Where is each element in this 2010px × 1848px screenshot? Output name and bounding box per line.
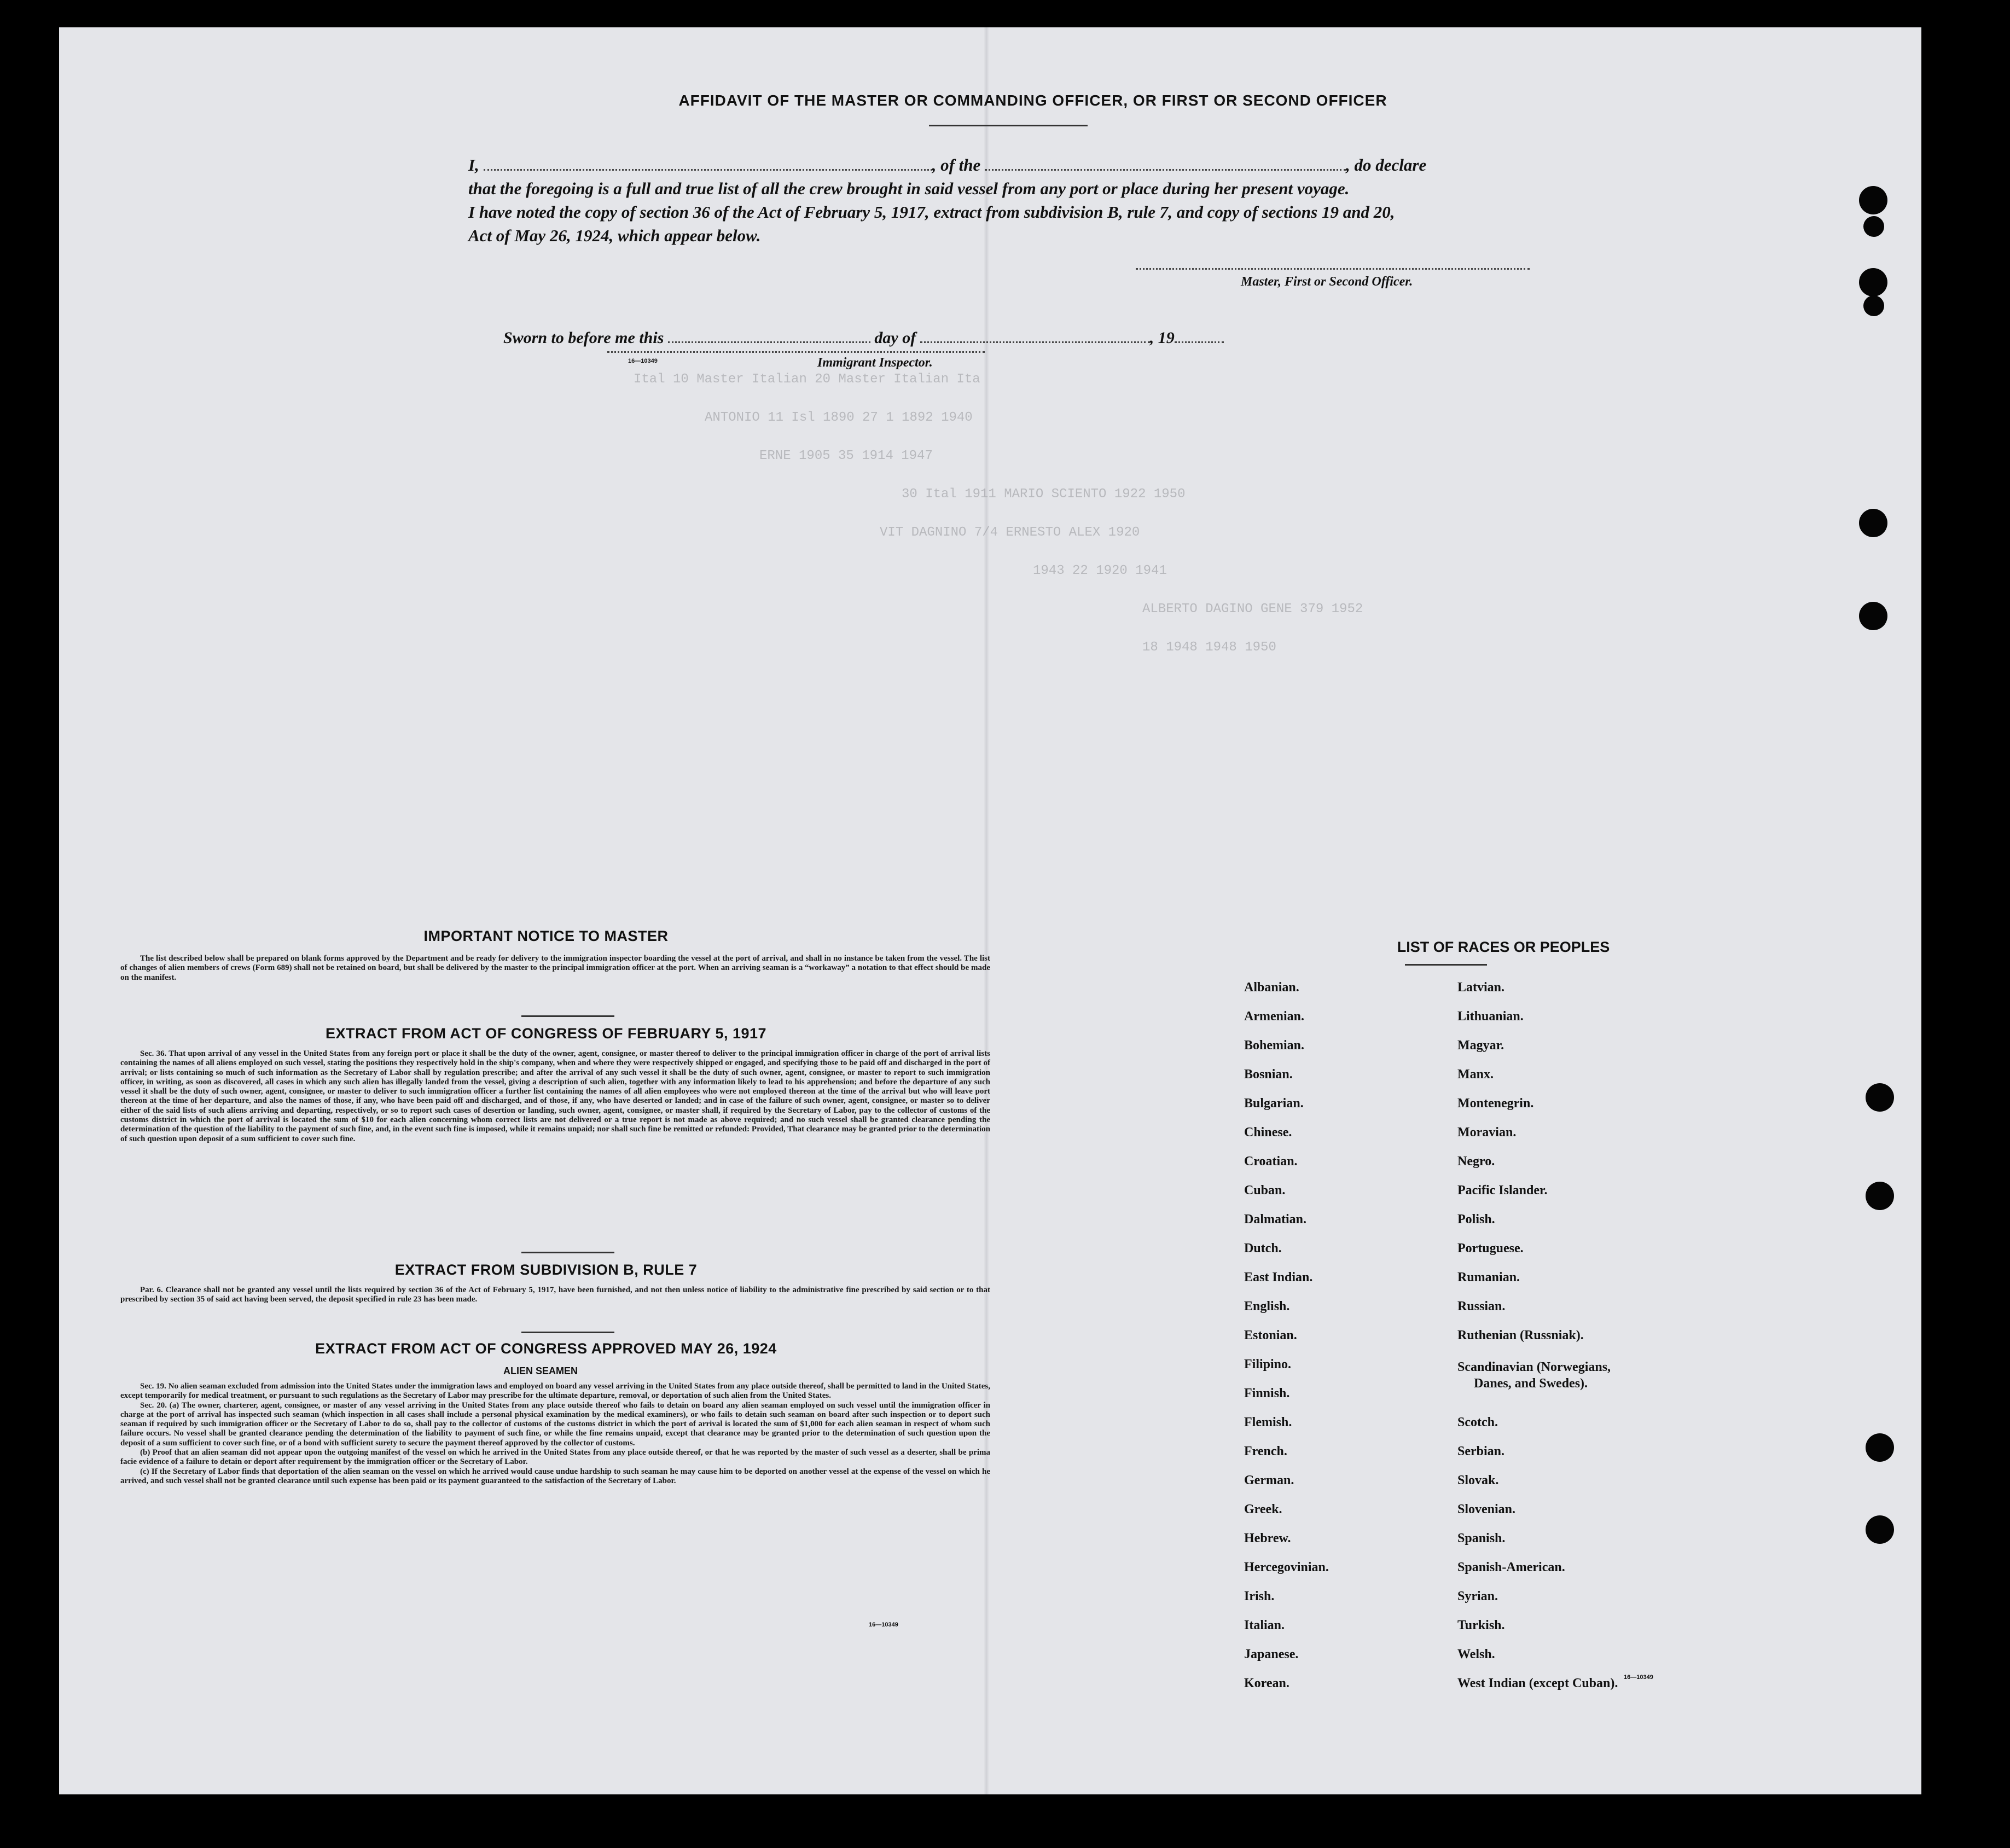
race-item: Pacific Islander. [1457, 1183, 1548, 1198]
race-item: Armenian. [1244, 1009, 1304, 1024]
punch-hole [1866, 1433, 1894, 1462]
race-item: Magyar. [1457, 1038, 1504, 1053]
races-title: LIST OF RACES OR PEOPLES [1397, 939, 1610, 955]
race-item: Welsh. [1457, 1647, 1495, 1661]
race-item: Slovenian. [1457, 1502, 1516, 1516]
race-item: Latvian. [1457, 980, 1505, 995]
divider [521, 1332, 614, 1333]
race-item: Serbian. [1457, 1444, 1505, 1458]
race-item: Rumanian. [1457, 1270, 1520, 1285]
race-item: Bulgarian. [1244, 1096, 1304, 1111]
race-item: Portuguese. [1457, 1241, 1524, 1256]
race-item: Croatian. [1244, 1154, 1298, 1169]
bleedthrough-row: ANTONIO 11 Isl 1890 27 1 1892 1940 [705, 410, 973, 425]
affidavit-of-the: , of the [932, 155, 981, 175]
notice-title: IMPORTANT NOTICE TO MASTER [423, 928, 669, 944]
race-item: Ruthenian (Russniak). [1457, 1328, 1584, 1343]
race-item: Japanese. [1244, 1647, 1299, 1661]
race-item: West Indian (except Cuban). [1457, 1676, 1618, 1690]
bleedthrough-row: ALBERTO DAGINO GENE 379 1952 [1142, 602, 1363, 617]
page-fold [984, 27, 989, 1794]
punch-hole [1863, 295, 1884, 316]
race-item: Greek. [1244, 1502, 1282, 1516]
race-item: Manx. [1457, 1067, 1494, 1082]
race-item: Slovak. [1457, 1473, 1499, 1487]
affidavit-declaration [468, 153, 1562, 247]
inspector-signature-line[interactable] [607, 351, 985, 353]
name-blank[interactable] [484, 155, 932, 171]
race-item: Chinese. [1244, 1125, 1292, 1140]
race-item: Dalmatian. [1244, 1212, 1306, 1227]
race-item: Scandinavian (Norwegians, [1457, 1360, 1611, 1374]
title-underline [929, 125, 1088, 126]
bleedthrough-row: 18 1948 1948 1950 [1142, 640, 1276, 655]
race-item: Lithuanian. [1457, 1009, 1524, 1024]
sworn-day-of: day of [874, 329, 916, 347]
race-item: Spanish. [1457, 1531, 1506, 1545]
race-item: Turkish. [1457, 1618, 1505, 1632]
extract-1917-text [120, 1049, 990, 1144]
notice-paragraph: The list described below shall be prepared on blank forms approved by the Department and be ready for delivery to the immigration inspector boarding the vessel at the port of arrival, and shall in no instance be taken from the vessel. The list of changes of alien members of crews (Form 689) shall not be retained on board, but shall be delivered by the master to the principal immigration officer at the port. When an arriving seaman is a “workaway” a notation to that effect should be made on the manifest. [120, 954, 990, 982]
sworn-day-blank[interactable] [668, 327, 870, 343]
sec-20a-paragraph: Sec. 20. (a) The owner, charterer, agent, consignee, or master of any vessel arriving in the United States from any place outside thereof who fails to detain on board any alien seaman employed on such vessel until the immigration officer in charge at the port of arrival has inspected such seaman (which inspection in all cases shall include a personal physical examination by the medical examiners), or who fails to detain such seaman on board after such inspection or to deport such seaman if required by such immigration officer or the Secretary of Labor to do so, shall pay to the collector of customs of the customs district in which the port of arrival is located the sum of $1,000 for each alien seaman in respect of whom such failure occurs. No vessel shall be granted clearance pending the determination of the liability to payment of such fine, or while the fine remains unpaid, except that clearance may be granted prior to the determination of such question upon the deposit of a sum sufficient to cover such fine, or of a bond with sufficient surety to secure the payment thereof approved by the collector of customs. [120, 1400, 990, 1448]
vessel-blank[interactable] [985, 155, 1346, 171]
affidavit-line-2: that the foregoing is a full and true list of all the crew brought in said vessel from any port or place during her present voyage. [468, 179, 1350, 198]
race-item: Montenegrin. [1457, 1096, 1534, 1111]
race-item: Negro. [1457, 1154, 1495, 1169]
bleedthrough-row: 30 Ital 1911 MARIO SCIENTO 1922 1950 [902, 487, 1186, 502]
sworn-year: , 19 [1149, 329, 1175, 347]
race-item: Moravian. [1457, 1125, 1517, 1140]
extract-1917-paragraph: Sec. 36. That upon arrival of any vessel in the United States from any foreign port or place it shall be the duty of the owner, agent, consignee, or master thereof to deliver to the principal immigration officer in charge of the port of arrival lists containing the names of all aliens employed on such vessel, stating the positions they respectively hold in the ship's company, when and where they were respectively shipped or engaged, and specifying those to be paid off and discharged in the port of arrival; or lists containing so much of such information as the Secretary of Labor shall by regulation prescribe; and after the arrival of any such vessel it shall be the duty of such owner, agent, consignee, or master to report to such immigration officer, in writing, as soon as discovered, all cases in which any such alien has illegally landed from the vessel, giving a description of such alien, together with any information likely to lead to his apprehension; and before the departure of any such vessel it shall be the duty of such owner, agent, consignee, or master to deliver to such immigration officer a further list containing the names of all alien employees who were not employed thereon at the time of the arrival but who will leave port thereon at the time of her departure, and also the names of those, if any, who have been paid off and discharged, and of those, if any, who have deserted or landed; and in case of the failure of such owner, agent, consignee, or master so to deliver either of the said lists of such aliens arriving and departing, respectively, or so to report such cases of desertion or landing, such owner, agent, consignee, or master shall, if required by the Secretary of Labor, pay to the collector of customs of the customs district in which the port of arrival is located the sum of $10 for each alien concerning whom correct lists are not delivered or a true report is not made as above required; and no such vessel shall be granted clearance pending the determination of the question of the liability to the payment of such fine, and, in the event such fine is imposed, while it remains unpaid; nor shall such fine be remitted or refunded: Provided, That clearance may be granted prior to the determination of such question upon deposit of a sum sufficient to cover such fine. [120, 1049, 990, 1143]
race-item: Spanish-American. [1457, 1560, 1565, 1574]
race-item: Syrian. [1457, 1589, 1498, 1603]
race-item: English. [1244, 1299, 1290, 1314]
divider [521, 1252, 614, 1253]
extract-rule7-paragraph: Par. 6. Clearance shall not be granted any vessel until the lists required by section 36 of the Act of February 5, 1917, have been furnished, and not then unless notice of liability to the administrative fine prescribed by said section or to that prescribed by section 35 of said act having been served, the deposit specified in rule 23 has been made. [120, 1286, 990, 1304]
inspector-label: Immigrant Inspector. [817, 356, 933, 370]
bleedthrough-row: VIT DAGNINO 7/4 ERNESTO ALEX 1920 [880, 525, 1140, 540]
punch-hole [1866, 1515, 1894, 1544]
affidavit-line-3: I have noted the copy of section 36 of the Act of February 5, 1917, extract from subdivision B, rule 7, and copy of sections 19 and 20, [468, 202, 1395, 222]
race-item: East Indian. [1244, 1270, 1313, 1285]
affidavit-line-1 [468, 153, 1562, 177]
race-item: Italian. [1244, 1618, 1285, 1632]
sworn-line [503, 327, 1224, 347]
race-item: Polish. [1457, 1212, 1495, 1227]
race-item: Russian. [1457, 1299, 1506, 1314]
affidavit-title: AFFIDAVIT OF THE MASTER OR COMMANDING OFFICER, OR FIRST OR SECOND OFFICER [678, 92, 1387, 109]
punch-hole [1859, 602, 1887, 630]
bleedthrough-row: Ital 10 Master Italian 20 Master Italian Ita [634, 372, 980, 387]
race-item: Finnish. [1244, 1386, 1290, 1400]
binder-holes [1859, 27, 1921, 1794]
sec-19-paragraph: Sec. 19. No alien seaman excluded from admission into the United States under the immigration laws and employed on board any vessel arriving in the United States from any place outside thereof, shall be permitted to land in the United States, except temporarily for medical treatment, or pursuant to such regulations as the Secretary of Labor may prescribe for the ultimate departure, removal, or deportation of such alien from the United States. [120, 1382, 990, 1400]
extract-1924-text [120, 1382, 990, 1486]
master-signature-label: Master, First or Second Officer. [1241, 275, 1413, 289]
race-item: Scotch. [1457, 1415, 1498, 1429]
race-item: Irish. [1244, 1589, 1275, 1603]
race-item: Albanian. [1244, 980, 1299, 995]
master-signature-line[interactable] [1136, 268, 1530, 270]
race-item: Danes, and Swedes). [1474, 1376, 1588, 1391]
bleedthrough-row: 1943 22 1920 1941 [1033, 563, 1167, 578]
race-item: German. [1244, 1473, 1294, 1487]
divider [521, 1015, 614, 1017]
race-item: Korean. [1244, 1676, 1289, 1690]
race-item: Cuban. [1244, 1183, 1286, 1198]
notice-text [120, 954, 990, 983]
affidavit-do-declare: , do declare [1346, 155, 1427, 175]
extract-1924-title: EXTRACT FROM ACT OF CONGRESS APPROVED MAY 26, 1924 [315, 1340, 777, 1357]
affidavit-i: I, [468, 155, 479, 175]
punch-hole [1859, 268, 1887, 297]
race-item: Filipino. [1244, 1357, 1292, 1372]
bleedthrough-row: ERNE 1905 35 1914 1947 [759, 449, 933, 463]
punch-hole [1863, 216, 1884, 237]
race-item: Estonian. [1244, 1328, 1297, 1343]
race-item: Flemish. [1244, 1415, 1292, 1429]
sec-20c-paragraph: (c) If the Secretary of Labor finds that deportation of the alien seaman on the vessel on which he arrived would cause undue hardship to such seaman he may cause him to be deported on another vessel at the expense of the vessel on which he arrived, and such vessel shall not be granted clearance until such expense has been paid or its payment guaranteed to the satisfaction of the Secretary of Labor. [120, 1467, 990, 1485]
extract-rule7-text [120, 1286, 990, 1305]
race-item: Bohemian. [1244, 1038, 1305, 1053]
punch-hole [1859, 509, 1887, 537]
affidavit-line-4: Act of May 26, 1924, which appear below. [468, 226, 761, 245]
form-number-top: 16—10349 [628, 358, 658, 364]
sworn-month-blank[interactable] [920, 327, 1150, 343]
race-item: Hebrew. [1244, 1531, 1291, 1545]
races-underline [1405, 964, 1487, 966]
sworn-label: Sworn to before me this [503, 329, 664, 347]
punch-hole [1859, 186, 1887, 214]
form-number-left: 16—10349 [869, 1622, 898, 1628]
alien-seamen-subtitle: ALIEN SEAMEN [503, 1365, 578, 1376]
document-page [59, 27, 1921, 1794]
punch-hole [1866, 1083, 1894, 1112]
extract-rule7-title: EXTRACT FROM SUBDIVISION B, RULE 7 [394, 1262, 698, 1278]
race-item: Hercegovinian. [1244, 1560, 1329, 1574]
sec-20b-paragraph: (b) Proof that an alien seaman did not appear upon the outgoing manifest of the vessel on which he arrived in the United States from any place outside thereof, or that he was reported by the master of such vessel as a deserter, shall be prima facie evidence of a failure to detain or deport after requirement by the immigration officer or the Secretary of Labor. [120, 1448, 990, 1467]
race-item: Dutch. [1244, 1241, 1282, 1256]
form-number-right: 16—10349 [1624, 1674, 1653, 1681]
extract-1917-title: EXTRACT FROM ACT OF CONGRESS OF FEBRUARY 5, 1917 [325, 1025, 767, 1042]
race-item: French. [1244, 1444, 1287, 1458]
sworn-year-blank[interactable] [1175, 327, 1224, 343]
punch-hole [1866, 1182, 1894, 1210]
race-item: Bosnian. [1244, 1067, 1293, 1082]
